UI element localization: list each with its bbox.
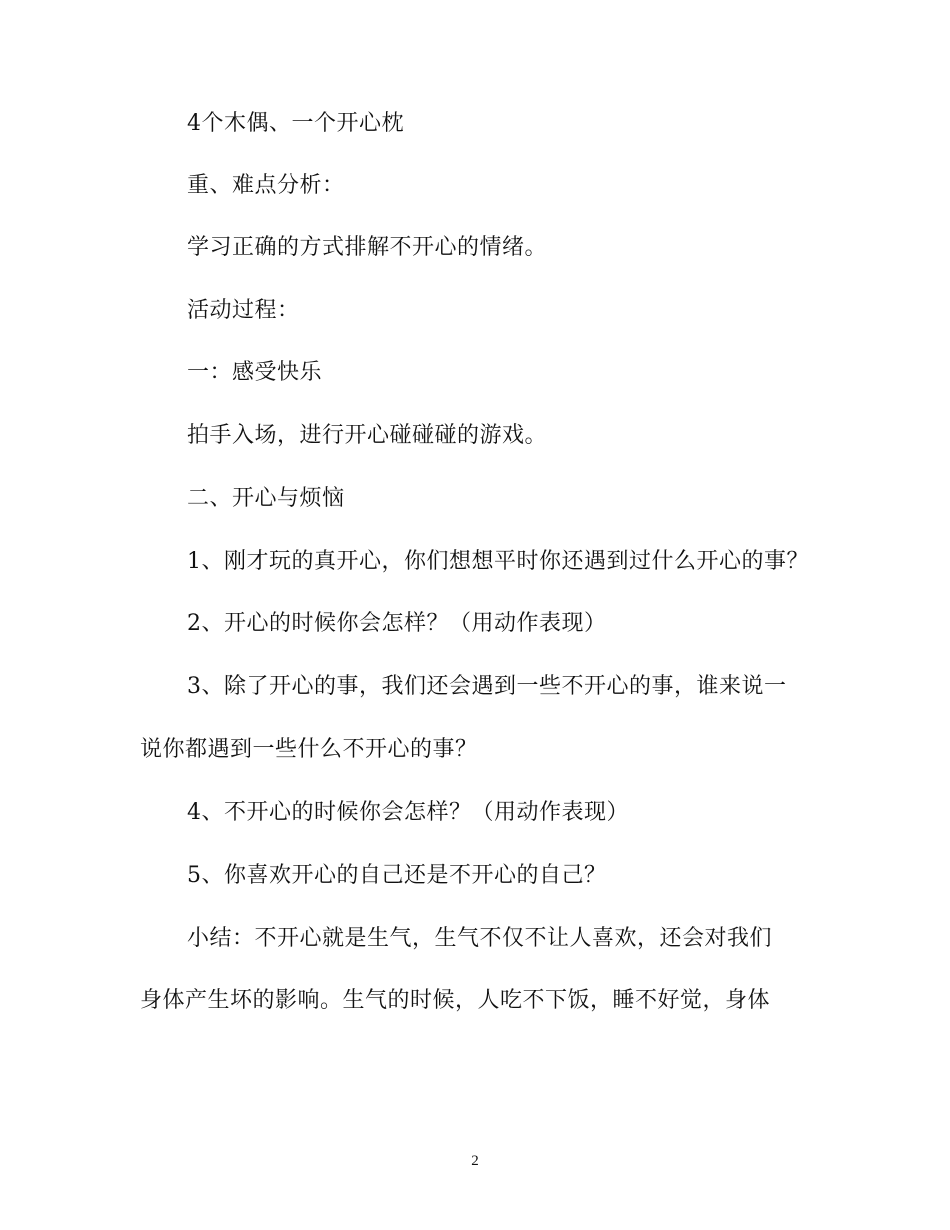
page-number: 2 xyxy=(471,1153,479,1169)
text-line-materials: 4个木偶、一个开心枕 xyxy=(187,111,404,136)
text-line-question-four: 4、不开心的时候你会怎样？（用动作表现） xyxy=(187,800,629,825)
text-line-summary-continued: 身体产生坏的影响。生气的时候，人吃不下饭，睡不好觉，身体 xyxy=(140,988,771,1013)
text-line-summary: 小结：不开心就是生气，生气不仅不让人喜欢，还会对我们 xyxy=(187,926,773,951)
text-line-process-heading: 活动过程： xyxy=(187,298,300,323)
text-line-question-three: 3、除了开心的事，我们还会遇到一些不开心的事，谁来说一 xyxy=(187,674,787,699)
text-line-key-points: 学习正确的方式排解不开心的情绪。 xyxy=(187,235,548,260)
text-line-game: 拍手入场，进行开心碰碰碰的游戏。 xyxy=(187,423,548,448)
text-line-section-one: 一：感受快乐 xyxy=(187,360,323,385)
text-line-section-two: 二、开心与烦恼 xyxy=(187,486,345,511)
text-line-key-points-heading: 重、难点分析： xyxy=(187,173,345,198)
text-line-question-three-continued: 说你都遇到一些什么不开心的事？ xyxy=(140,737,478,762)
text-line-question-five: 5、你喜欢开心的自己还是不开心的自己？ xyxy=(187,863,607,888)
text-line-question-one: 1、刚才玩的真开心，你们想想平时你还遇到过什么开心的事？ xyxy=(187,549,809,574)
text-line-question-two: 2、开心的时候你会怎样？（用动作表现） xyxy=(187,611,607,636)
